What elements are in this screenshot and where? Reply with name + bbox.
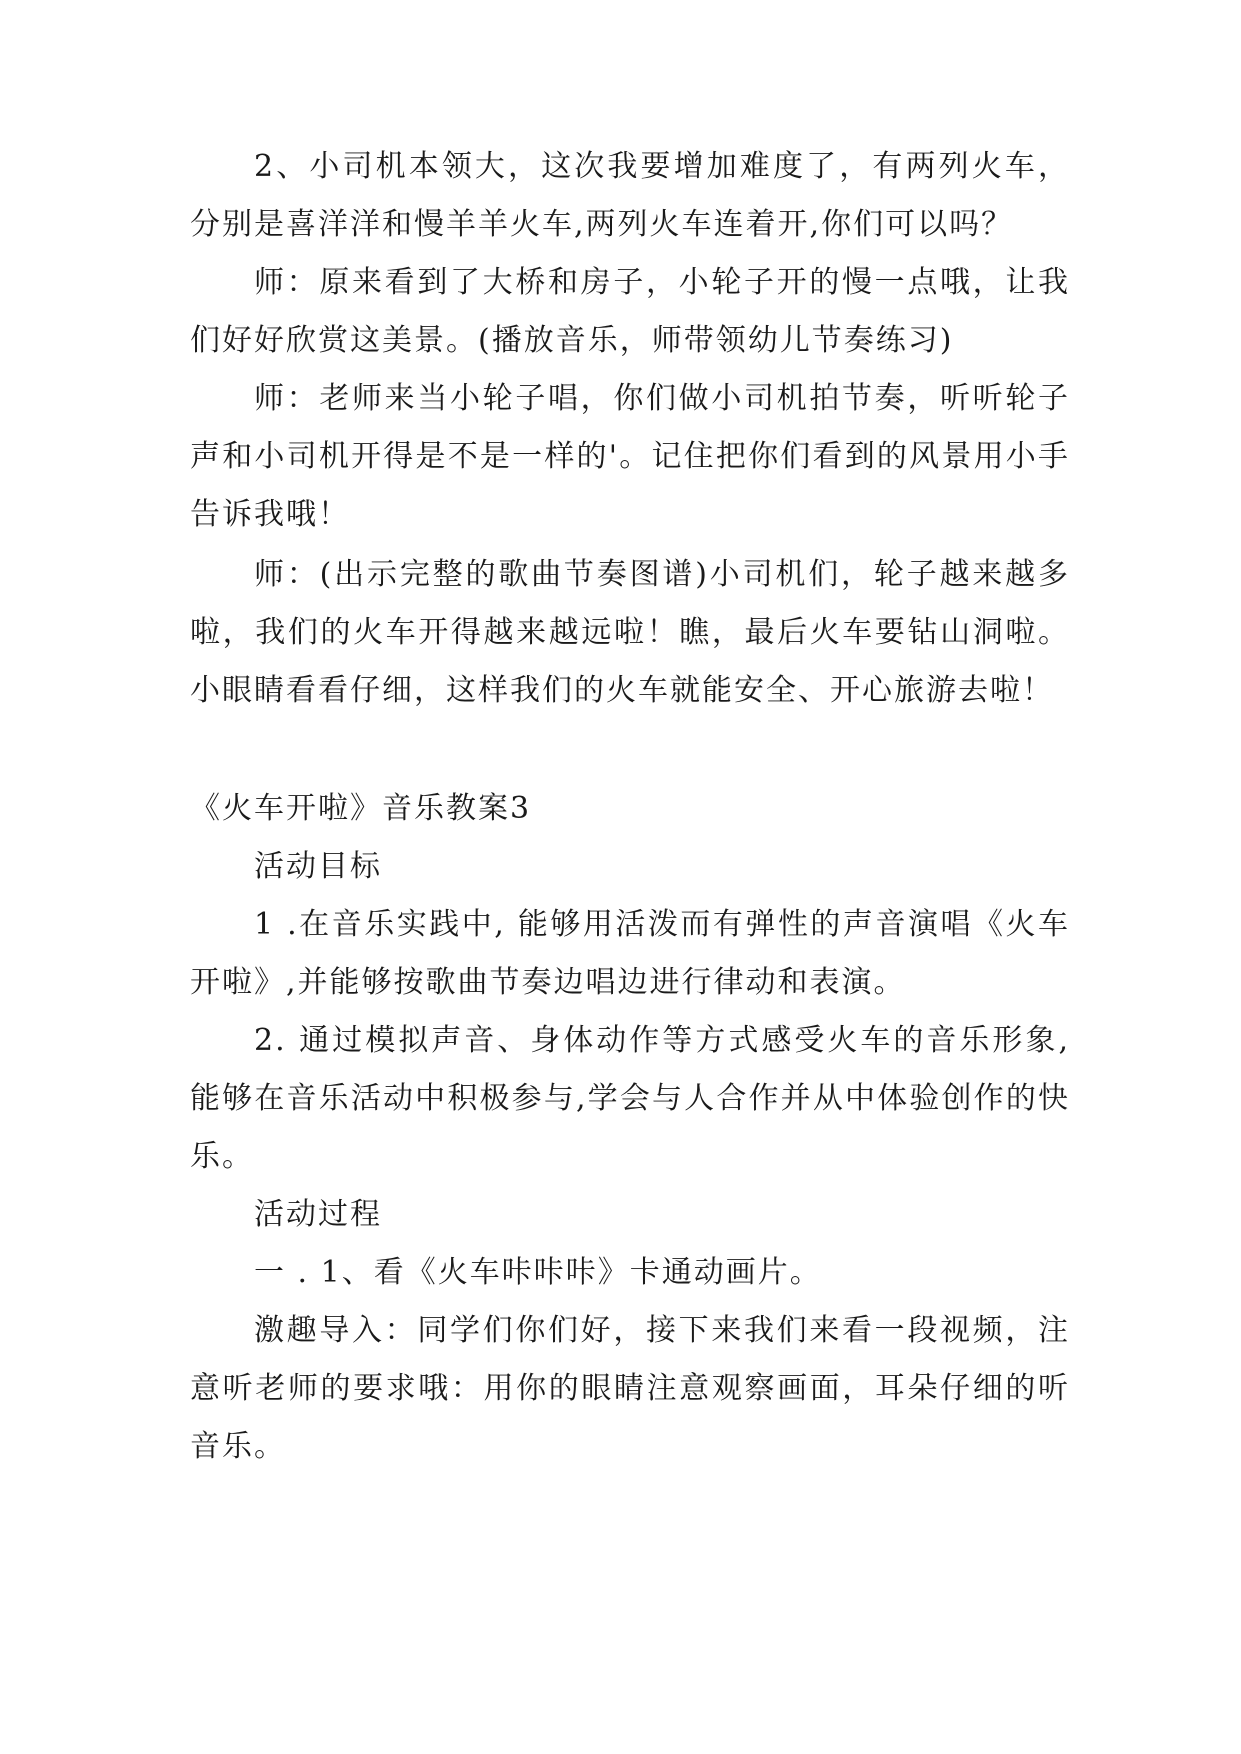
- paragraph-two-trains: 2、小司机本领大，这次我要增加难度了，有两列火车，分别是喜洋洋和慢羊羊火车,两列火车连着开,你们可以吗？: [190, 149, 1070, 242]
- goal-item-2: 2. 通过模拟声音、身体动作等方式感受火车的音乐形象,能够在音乐活动中积极参与,学会与人合作并从中体验创作的快乐。: [190, 1023, 1070, 1174]
- paragraph-rhythm-chart: 师：(出示完整的歌曲节奏图谱)小司机们，轮子越来越多啦，我们的火车开得越来越远啦！瞧，最后火车要钻山洞啦。小眼睛看看仔细，这样我们的火车就能安全、开心旅游去啦！: [190, 557, 1070, 708]
- paragraph-wheel-singing: 师：老师来当小轮子唱，你们做小司机拍节奏，听听轮子声和小司机开得是不是一样的'。记住把你们看到的风景用小手告诉我哦！: [190, 381, 1070, 532]
- heading-activity-process: 活动过程: [254, 1197, 382, 1232]
- paragraph-bridge-house: 师：原来看到了大桥和房子，小轮子开的慢一点哦，让我们好好欣赏这美景。(播放音乐，师带领幼儿节奏练习): [190, 265, 1070, 358]
- process-step-1: 一 . 1、看《火车咔咔咔》卡通动画片。: [254, 1255, 822, 1290]
- heading-activity-goals: 活动目标: [254, 849, 382, 884]
- section-title: 《火车开啦》音乐教案3: [190, 791, 532, 826]
- goal-item-1: 1 .在音乐实践中, 能够用活泼而有弹性的声音演唱《火车开啦》,并能够按歌曲节奏边唱边进行律动和表演。: [190, 907, 1070, 1000]
- paragraph-intro: 激趣导入：同学们你们好，接下来我们来看一段视频，注意听老师的要求哦：用你的眼睛注意观察画面，耳朵仔细的听音乐。: [190, 1313, 1070, 1464]
